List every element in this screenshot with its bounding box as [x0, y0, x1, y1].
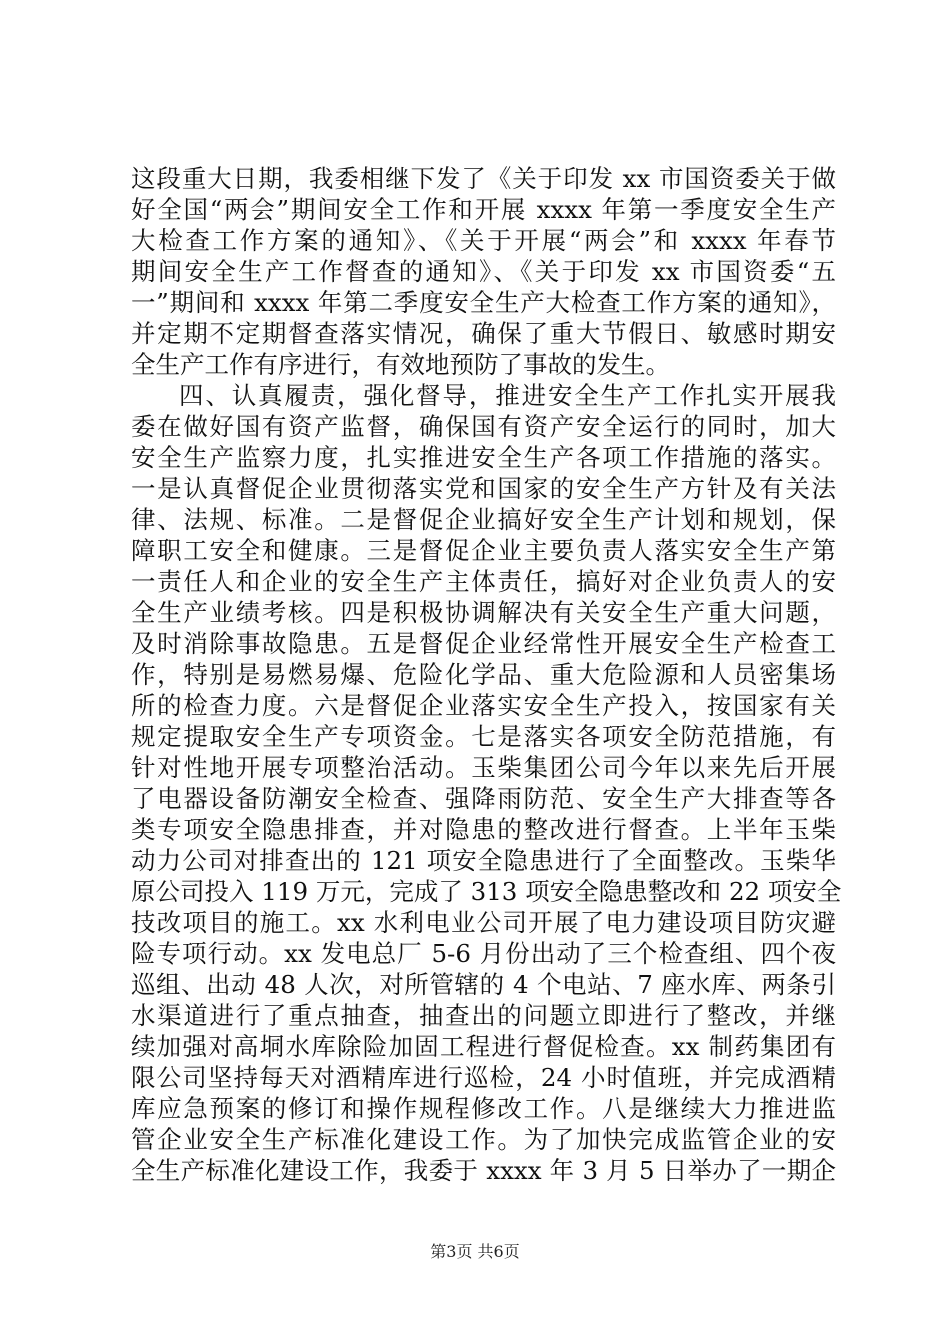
text-line: 好全国“两会”期间安全工作和开展 xxxx 年第一季度安全生产: [131, 195, 836, 224]
text-line: 水渠道进行了重点抽查，抽查出的问题立即进行了整改，并继: [131, 1001, 836, 1030]
text-line: 动力公司对排查出的 121 项安全隐患进行了全面整改。玉柴华: [131, 846, 836, 875]
text-line: 全生产工作有序进行，有效地预防了事故的发生。: [131, 350, 670, 379]
text-line: 险专项行动。xx 发电总厂 5-6 月份出动了三个检查组、四个夜: [131, 939, 836, 968]
text-line: 了电器设备防潮安全检查、强降雨防范、安全生产大排查等各: [131, 784, 836, 813]
text-line: 并定期不定期督查落实情况，确保了重大节假日、敏感时期安: [131, 319, 836, 348]
text-line: 续加强对高垌水库除险加固工程进行督促检查。xx 制药集团有: [131, 1032, 836, 1061]
text-line: 一”期间和 xxxx 年第二季度安全生产大检查工作方案的通知》，: [131, 288, 836, 317]
text-line: 针对性地开展专项整治活动。玉柴集团公司今年以来先后开展: [131, 753, 836, 782]
text-line: 规定提取安全生产专项资金。七是落实各项安全防范措施，有: [131, 722, 836, 751]
text-line: 四、认真履责，强化督导，推进安全生产工作扎实开展我: [179, 381, 836, 410]
text-line: 一是认真督促企业贯彻落实党和国家的安全生产方针及有关法: [131, 474, 836, 503]
text-line: 障职工安全和健康。三是督促企业主要负责人落实安全生产第: [131, 536, 836, 565]
text-line: 期间安全生产工作督查的通知》、《关于印发 xx 市国资委“五: [131, 257, 836, 286]
text-line: 一责任人和企业的安全生产主体责任，搞好对企业负责人的安: [131, 567, 836, 596]
text-line: 大检查工作方案的通知》、《关于开展“两会”和 xxxx 年春节: [131, 226, 836, 255]
text-line: 这段重大日期，我委相继下发了《关于印发 xx 市国资委关于做: [131, 164, 836, 193]
document-body: [131, 163, 842, 1186]
text-line: 技改项目的施工。xx 水利电业公司开展了电力建设项目防灾避: [131, 908, 836, 937]
text-line: 类专项安全隐患排查，并对隐患的整改进行督查。上半年玉柴: [131, 815, 836, 844]
text-line: 律、法规、标准。二是督促企业搞好安全生产计划和规划，保: [131, 505, 836, 534]
page-footer: 第3页 共6页: [430, 1242, 520, 1261]
text-line: 所的检查力度。六是督促企业落实安全生产投入，按国家有关: [131, 691, 836, 720]
text-line: 限公司坚持每天对酒精库进行巡检，24 小时值班，并完成酒精: [131, 1063, 836, 1092]
text-line: 作，特别是易燃易爆、危险化学品、重大危险源和人员密集场: [131, 660, 836, 689]
text-line: 委在做好国有资产监督，确保国有资产安全运行的同时，加大: [131, 412, 836, 441]
text-line: 管企业安全生产标准化建设工作。为了加快完成监管企业的安: [131, 1125, 836, 1154]
text-line: 库应急预案的修订和操作规程修改工作。八是继续大力推进监: [131, 1094, 836, 1123]
text-line: 原公司投入 119 万元，完成了 313 项安全隐患整改和 22 项安全: [131, 877, 842, 906]
text-line: 及时消除事故隐患。五是督促企业经常性开展安全生产检查工: [131, 629, 836, 658]
text-line: 全生产标准化建设工作，我委于 xxxx 年 3 月 5 日举办了一期企: [131, 1156, 836, 1185]
text-line: 巡组、出动 48 人次，对所管辖的 4 个电站、7 座水库、两条引: [131, 970, 836, 999]
text-line: 全生产业绩考核。四是积极协调解决有关安全生产重大问题，: [131, 598, 836, 627]
text-line: 安全生产监察力度，扎实推进安全生产各项工作措施的落实。: [131, 443, 836, 472]
